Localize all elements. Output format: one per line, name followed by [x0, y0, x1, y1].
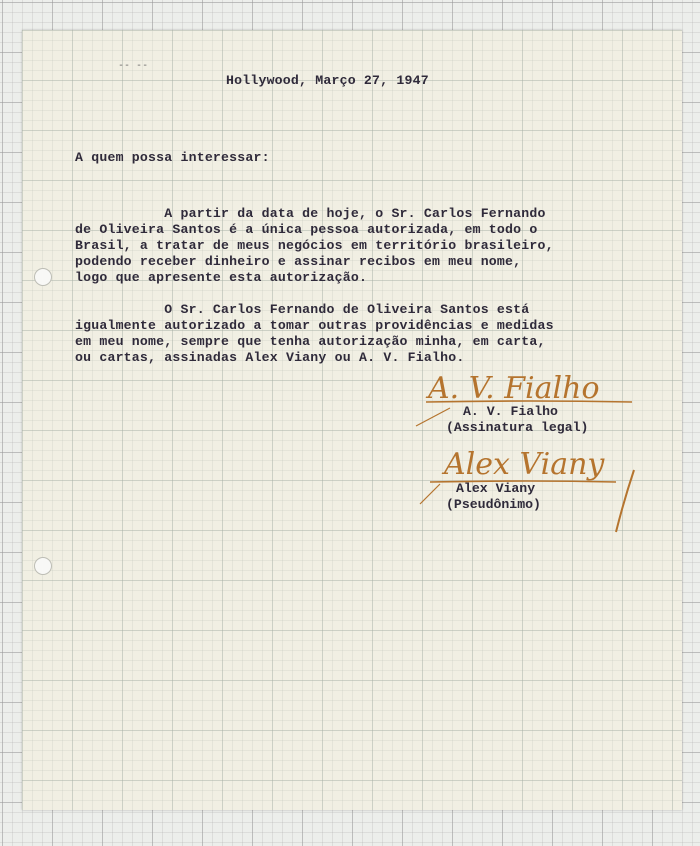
punch-hole-top	[34, 268, 52, 286]
paragraph-line: A partir da data de hoje, o Sr. Carlos Fernando	[75, 206, 546, 221]
paragraph-line: O Sr. Carlos Fernando de Oliveira Santos está	[75, 302, 530, 317]
typed-role-legal: (Assinatura legal)	[446, 420, 589, 435]
typed-name-fialho: A. V. Fialho	[463, 404, 558, 419]
paragraph-line: Brasil, a tratar de meus negócios em território brasileiro,	[75, 238, 554, 253]
paragraph-line: de Oliveira Santos é a única pessoa autorizada, em todo o	[75, 222, 538, 237]
paragraph-line: ou cartas, assinadas Alex Viany ou A. V. Fialho.	[75, 350, 465, 365]
punch-hole-bottom	[34, 557, 52, 575]
salutation: A quem possa interessar:	[75, 150, 270, 165]
svg-text:Alex Viany: Alex Viany	[444, 447, 605, 482]
date-line: Hollywood, Março 27, 1947	[226, 73, 429, 88]
typed-role-pseudonym: (Pseudônimo)	[446, 497, 541, 512]
corner-mark: -- --	[118, 60, 149, 71]
paragraph-line: podendo receber dinheiro e assinar recibos em meu nome,	[75, 254, 522, 269]
paragraph-line: logo que apresente esta autorização.	[75, 270, 368, 285]
paragraph-line: em meu nome, sempre que tenha autorização minha, em carta,	[75, 334, 546, 349]
svg-text:A. V. Fialho: A. V. Fialho	[428, 371, 600, 406]
typed-name-viany: Alex Viany	[456, 481, 536, 496]
paragraph-line: igualmente autorizado a tomar outras providências e medidas	[75, 318, 554, 333]
